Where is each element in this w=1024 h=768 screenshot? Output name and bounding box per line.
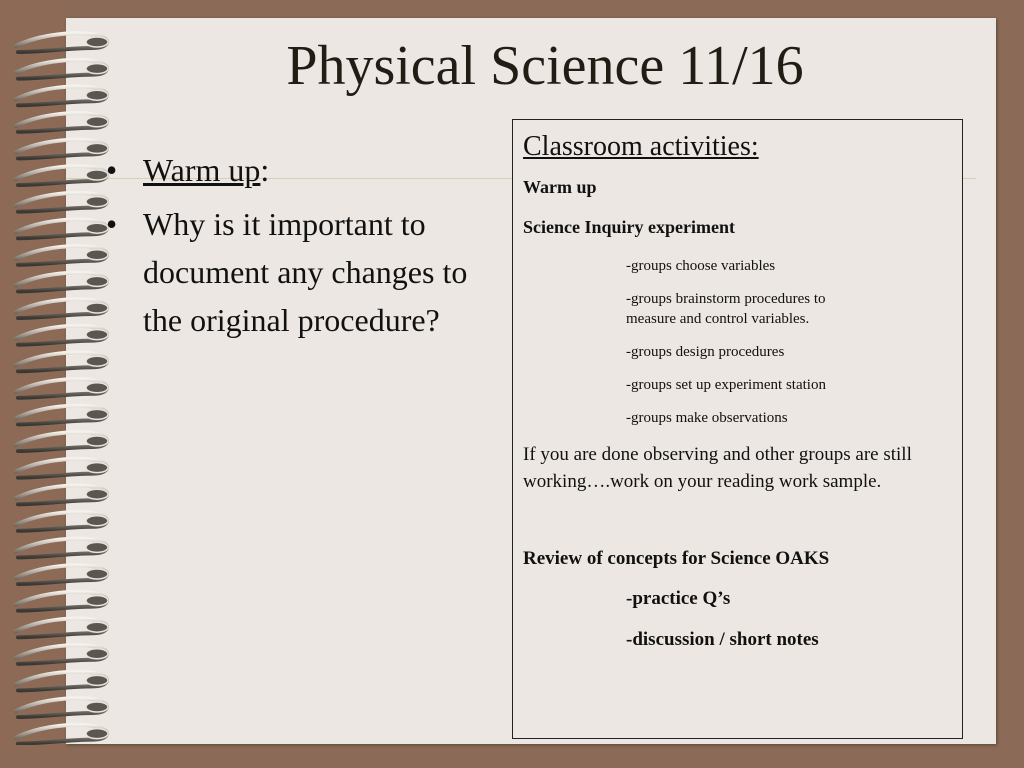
spiral-ring [86, 542, 108, 552]
spiral-ring [86, 596, 108, 606]
inquiry-step: -groups make observations [626, 410, 788, 426]
review-step: -discussion / short notes [626, 629, 819, 650]
warm-up-label: Warm up [143, 152, 261, 188]
if-done-text: If you are done observing and other groups are still working….work on your reading work sample. [523, 444, 912, 492]
warm-up-item: Warm up [523, 177, 597, 197]
spiral-ring [86, 489, 108, 499]
inquiry-step: -groups set up experiment station [626, 377, 826, 393]
inquiry-step: -groups brainstorm procedures to measure and control variables. [626, 291, 826, 327]
spiral-ring [86, 516, 108, 526]
spiral-ring [86, 383, 108, 393]
bullet-dot-icon: • [106, 152, 118, 188]
review-item: Review of concepts for Science OAKS [523, 548, 830, 569]
spiral-ring [86, 569, 108, 579]
classroom-activities-panel [512, 119, 963, 739]
spiral-binding-icon [0, 20, 120, 745]
spiral-ring [86, 649, 108, 659]
bullet-warm-up [100, 146, 480, 194]
inquiry-item: Science Inquiry experiment [523, 217, 735, 237]
bullet-dot-icon: • [106, 206, 118, 242]
spiral-ring [86, 409, 108, 419]
spiral-ring [86, 463, 108, 473]
page-title: Physical Science 11/16 [286, 35, 804, 97]
spiral-ring [86, 702, 108, 712]
inquiry-step: -groups design procedures [626, 344, 785, 360]
spiral-ring [86, 675, 108, 685]
spiral-ring [86, 436, 108, 446]
bullet-question [100, 200, 480, 344]
spiral-ring [86, 622, 108, 632]
warm-up-colon: : [260, 152, 270, 188]
spiral-ring [86, 356, 108, 366]
inquiry-step: -groups choose variables [626, 258, 776, 274]
spiral-ring [86, 117, 108, 127]
left-bullet-list [100, 146, 480, 350]
review-step: -practice Q’s [626, 588, 731, 609]
spiral-ring [86, 729, 108, 739]
question-text: Why is it important to document any changes to the original procedure? [143, 206, 468, 338]
panel-heading: Classroom activities: [523, 131, 759, 162]
